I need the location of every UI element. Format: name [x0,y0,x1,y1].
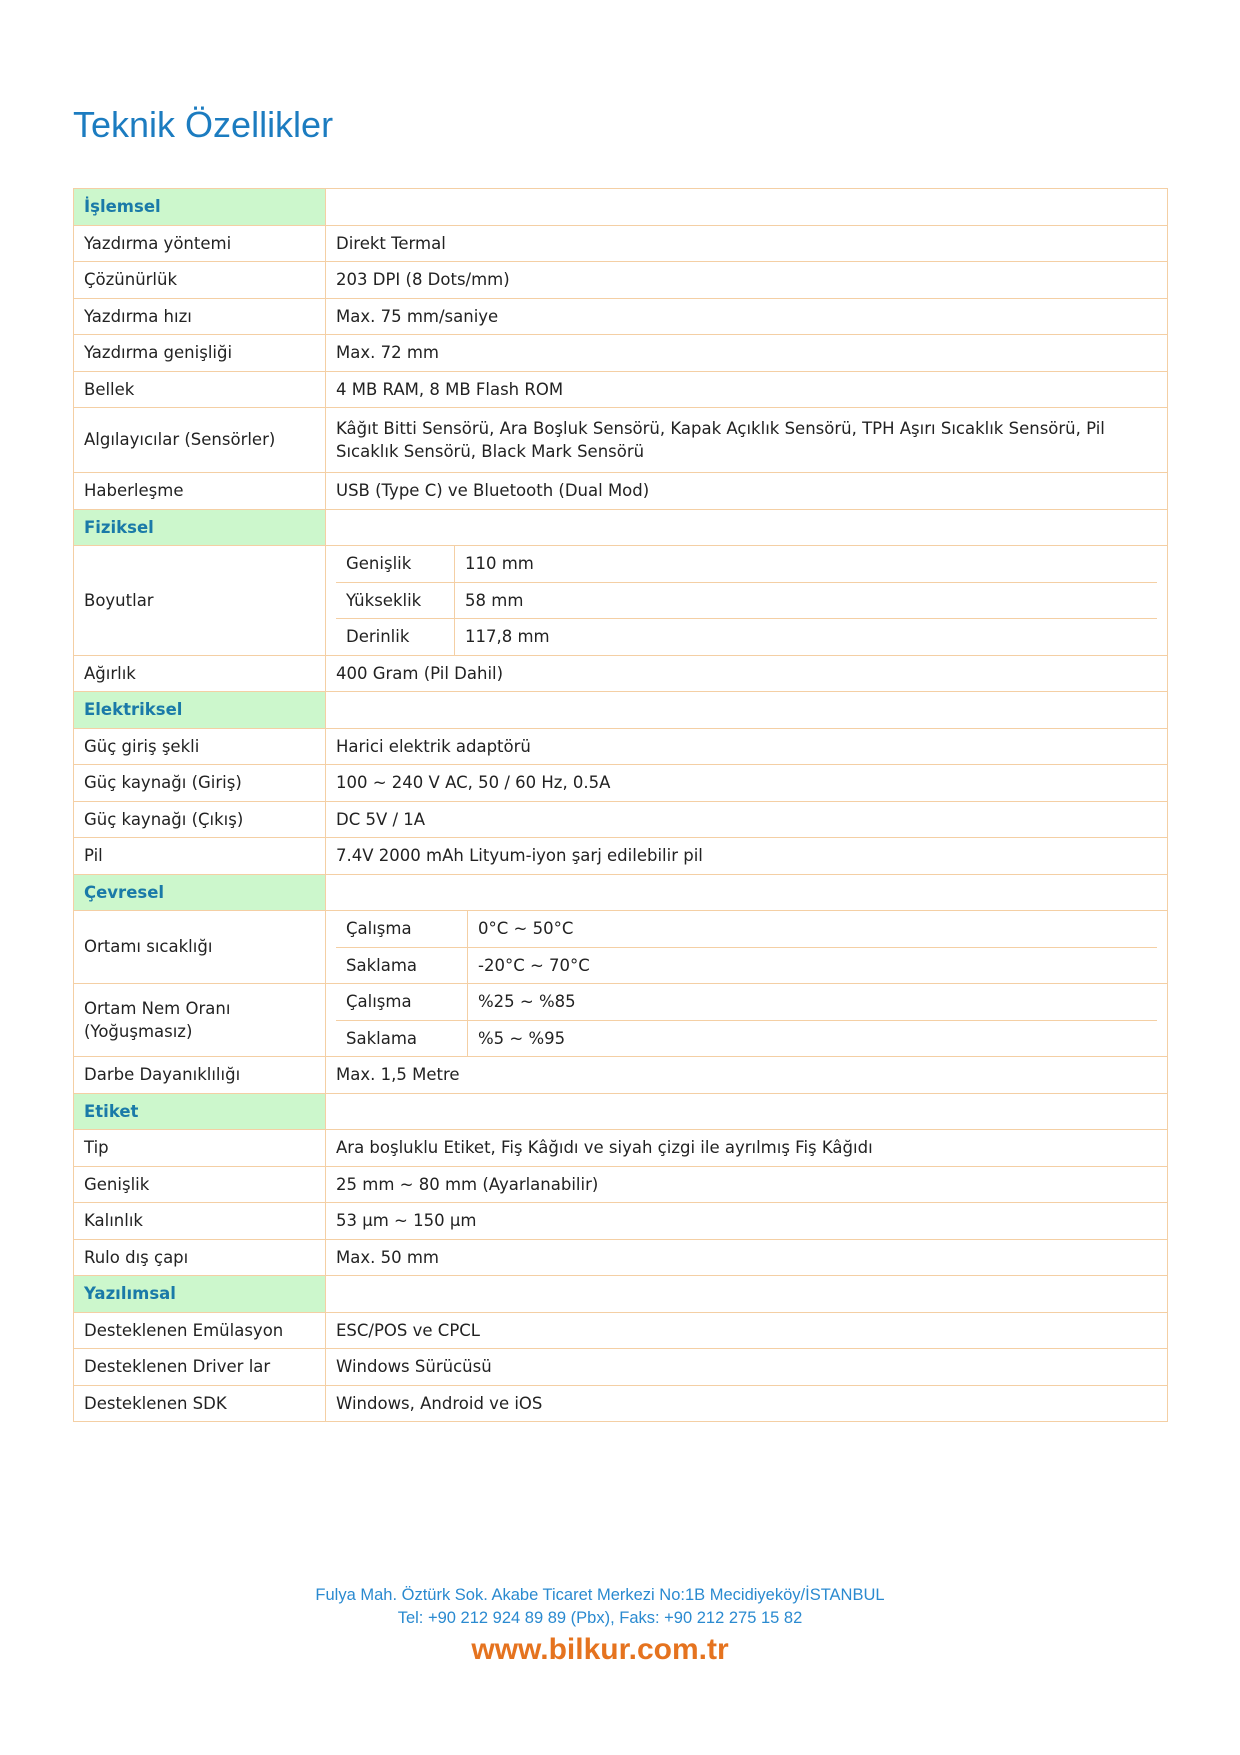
spec-label: Ortamı sıcaklığı [74,911,326,984]
table-row [336,947,1157,983]
footer-address: Fulya Mah. Öztürk Sok. Akabe Ticaret Merkezi No:1B Mecidiyeköy/İSTANBUL [315,1586,885,1604]
spec-value: Max. 75 mm/saniye [326,298,1168,335]
spec-label: Desteklenen Driver lar [74,1349,326,1386]
spec-label: Güç giriş şekli [74,728,326,765]
table-row [74,765,1168,802]
section-header-row [74,189,1168,226]
spec-value: ESC/POS ve CPCL [326,1312,1168,1349]
table-row [74,408,1168,473]
spec-label: Kalınlık [74,1203,326,1240]
dimension-value: 110 mm [465,554,534,574]
spec-value: Kâğıt Bitti Sensörü, Ara Boşluk Sensörü, Kapak Açıklık Sensörü, TPH Aşırı Sıcaklık Sensörü, Pil Sıcaklık Sensörü, Black Mark Sensörü [326,408,1168,473]
spec-value: 400 Gram (Pil Dahil) [326,655,1168,692]
spec-label: Güç kaynağı (Giriş) [74,765,326,802]
table-row [74,801,1168,838]
section-header-row [74,874,1168,911]
table-row [74,335,1168,372]
dimension-label: Genişlik [336,546,455,582]
spec-label: Algılayıcılar (Sensörler) [74,408,326,473]
condition-label: Saklama [336,947,468,983]
table-row [74,1166,1168,1203]
dimension-value: 58 mm [455,582,1158,619]
humidity-table [336,984,1157,1056]
table-row [336,546,1157,582]
condition-label: Çalışma [336,984,468,1020]
section-title-yazilimsal: Yazılımsal [74,1276,326,1313]
spec-value: 7.4V 2000 mAh Lityum-iyon şarj edilebilir pil [326,838,1168,875]
spec-label: Pil [74,838,326,875]
dimension-value: 117,8 mm [455,619,1158,655]
spec-value: 25 mm ~ 80 mm (Ayarlanabilir) [326,1166,1168,1203]
dimensions-cell [326,546,1168,656]
table-row [74,473,1168,510]
section-title-elektriksel: Elektriksel [74,692,326,729]
spec-value: Windows, Android ve iOS [326,1385,1168,1422]
section-header-row [74,1093,1168,1130]
temperature-table [336,911,1157,983]
page-title: Teknik Özellikler [73,104,334,145]
spec-value: USB (Type C) ve Bluetooth (Dual Mod) [326,473,1168,510]
section-title-etiket: Etiket [74,1093,326,1130]
table-row [336,911,1157,947]
table-row [74,838,1168,875]
footer-phone: Tel: +90 212 924 89 89 (Pbx), Faks: +90 212 275 15 82 [397,1609,803,1627]
spec-label: Yazdırma genişliği [74,335,326,372]
spec-label: Ağırlık [74,655,326,692]
spec-label: Boyutlar [74,546,326,656]
condition-value: -20°C ~ 70°C [468,947,1158,983]
spec-value: 53 µm ~ 150 µm [326,1203,1168,1240]
table-row [74,1385,1168,1422]
spec-value: Max. 1,5 Metre [326,1057,1168,1094]
table-row [336,1020,1157,1056]
table-row [74,728,1168,765]
table-row [74,1130,1168,1167]
section-header-row [74,1276,1168,1313]
spec-label: Rulo dış çapı [74,1239,326,1276]
spec-label: Çözünürlük [74,262,326,299]
table-row [74,225,1168,262]
spec-table [73,188,1168,1422]
section-header-row [74,692,1168,729]
spec-value: 100 ~ 240 V AC, 50 / 60 Hz, 0.5A [326,765,1168,802]
dimension-label: Yükseklik [336,582,455,619]
spec-label: Genişlik [74,1166,326,1203]
section-title-fiziksel: Fiziksel [74,509,326,546]
table-row [74,655,1168,692]
spec-label: Desteklenen Emülasyon [74,1312,326,1349]
spec-label: Desteklenen SDK [74,1385,326,1422]
spec-value: DC 5V / 1A [326,801,1168,838]
table-row [74,1057,1168,1094]
table-row [74,262,1168,299]
section-title-islemsel: İşlemsel [74,189,326,226]
spec-value: 203 DPI (8 Dots/mm) [326,262,1168,299]
table-row [336,984,1157,1020]
spec-label: Güç kaynağı (Çıkış) [74,801,326,838]
spec-label: Yazdırma hızı [74,298,326,335]
spec-label: Darbe Dayanıklılığı [74,1057,326,1094]
spec-value: Harici elektrik adaptörü [326,728,1168,765]
spec-label: Yazdırma yöntemi [74,225,326,262]
condition-value: 0°C ~ 50°C [478,919,574,939]
spec-value: 4 MB RAM, 8 MB Flash ROM [326,371,1168,408]
table-row [74,298,1168,335]
table-row [74,1203,1168,1240]
condition-label: Çalışma [336,911,468,947]
humidity-cell [326,984,1168,1057]
table-row [74,371,1168,408]
dimension-label: Derinlik [336,619,455,655]
condition-value: %25 ~ %85 [478,992,576,1012]
table-row [74,984,1168,1057]
table-row [336,582,1157,619]
spec-label: Bellek [74,371,326,408]
spec-label: Ortam Nem Oranı (Yoğuşmasız) [74,984,326,1057]
table-row [74,1349,1168,1386]
table-row [74,1312,1168,1349]
table-row [74,911,1168,984]
spec-label: Tip [74,1130,326,1167]
spec-value: Ara boşluklu Etiket, Fiş Kâğıdı ve siyah çizgi ile ayrılmış Fiş Kâğıdı [326,1130,1168,1167]
spec-value: Max. 50 mm [326,1239,1168,1276]
section-header-row [74,509,1168,546]
spec-value: Direkt Termal [326,225,1168,262]
spec-value: Max. 72 mm [326,335,1168,372]
spec-label: Haberleşme [74,473,326,510]
table-row [336,619,1157,655]
table-row [74,1239,1168,1276]
dimensions-table [336,546,1157,655]
section-title-cevresel: Çevresel [74,874,326,911]
footer-website-link[interactable]: www.bilkur.com.tr [471,1633,729,1666]
spec-value: Windows Sürücüsü [326,1349,1168,1386]
condition-value: %5 ~ %95 [468,1020,1158,1056]
table-row [74,546,1168,656]
temperature-cell [326,911,1168,984]
condition-label: Saklama [336,1020,468,1056]
